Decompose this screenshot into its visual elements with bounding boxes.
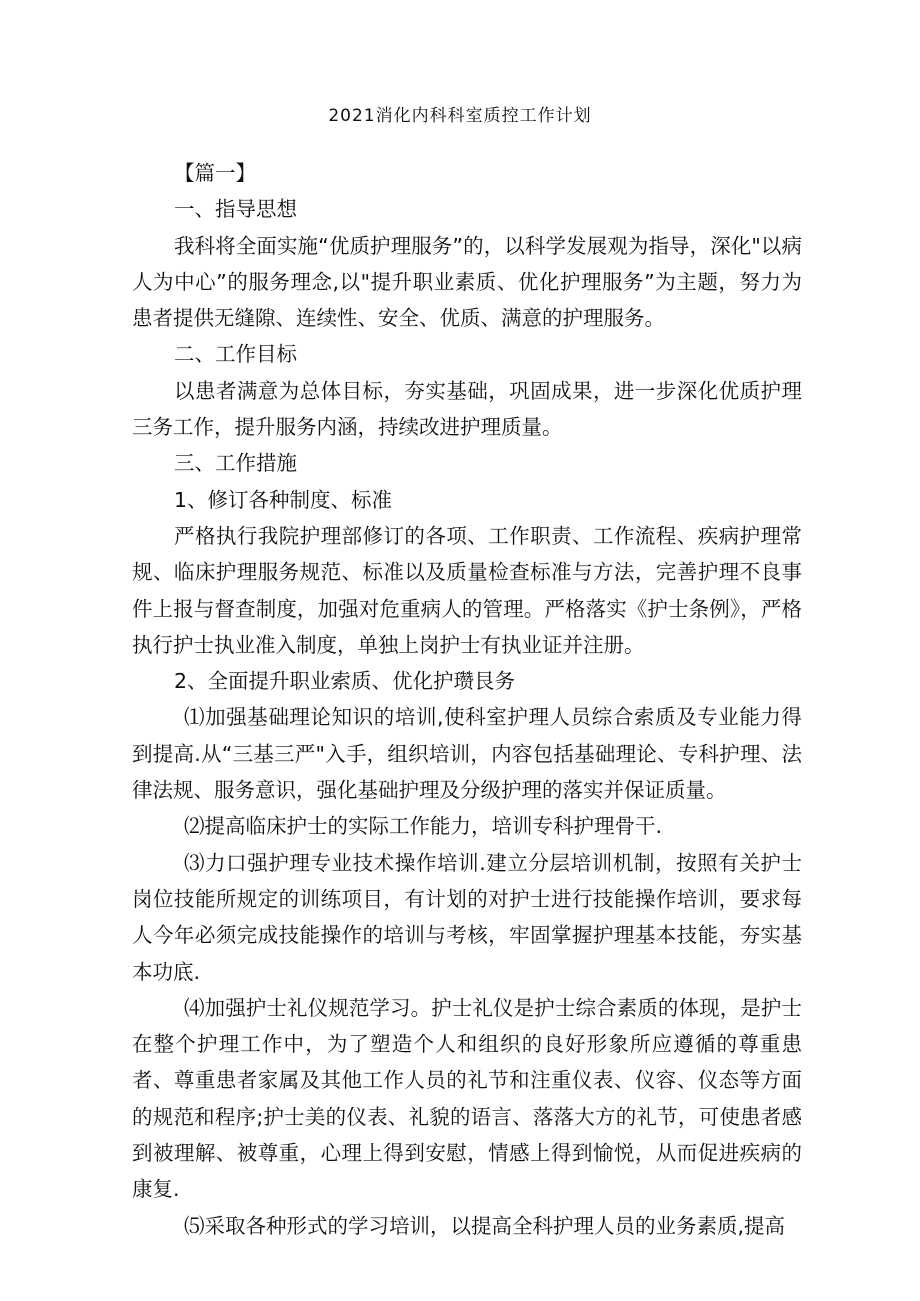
section-label: 【篇一】	[174, 161, 256, 185]
list-item-learning-forms: ⑸采取各种形式的学习培训，以提高全科护理人员的业务素质,提高	[184, 1213, 786, 1238]
heading-work-goals: 二、工作目标	[174, 342, 297, 367]
list-item-skill-training: ⑶力口强护理专业技术操作培训.建立分层培训机制，按照有关护士岗位技能所规定的训练项目，有计划的对护士进行技能操作培训，要求每人今年必须完成技能操作的培训与考核，牢固掌握护理基本技能，夯实基本功底.	[132, 850, 802, 984]
paragraph-guiding-ideology: 我科将全面实施“优质护理服务”的，以科学发展观为指导，深化"以病人为中心”的服务理念,以"提升职业素质、优化护理服务”为主题，努力为患者提供无缝隙、连续性、安全、优质、满意的护理服务。	[132, 233, 802, 331]
heading-work-measures: 三、工作措施	[174, 451, 297, 476]
subheading-improve-quality: 2、全面提升职业索质、优化护瓒艮务	[174, 669, 516, 694]
subheading-revise-systems: 1、修订各种制度、标准	[174, 487, 393, 512]
list-item-training: ⑴加强基础理论知识的培训,使科室护理人员综合索质及专业能力得到提高.从“三基三严"入手，组织培训，内容包括基础理论、专科护理、法律法规、服务意识，强化基础护理及分级护理的落实并保证质量。	[132, 705, 802, 803]
list-item-etiquette: ⑷加强护士礼仪规范学习。护士礼仪是护士综合素质的体现，是护士在整个护理工作中，为了塑造个人和组织的良好形象所应遵循的尊重患者、尊重患者家属及其他工作人员的礼节和注重仪表、仪容、仪态等方面的规范和程序;护士美的仪表、礼貌的语言、落落大方的礼节，可使患者感到被理解、被尊重，心理上得到安慰，情感上得到愉悦，从而促进疾病的康复.	[132, 995, 802, 1202]
document-title: 2021消化内科科室质控工作计划	[328, 106, 592, 126]
heading-guiding-ideology: 一、指导思想	[174, 197, 297, 222]
list-item-clinical-ability: ⑵提高临床护士的实际工作能力，培训专科护理骨干.	[184, 814, 663, 839]
paragraph-work-goals: 以患者满意为总体目标，夯实基础，巩固成果，进一步深化优质护理三务工作，提升服务内涵，持续改进护理质量。	[132, 378, 802, 440]
document-body	[132, 155, 802, 1244]
paragraph-revise-systems: 严格执行我院护理部修订的各项、工作职责、工作流程、疾病护理常规、临床护理服务规范、标准以及质量检查标准与方法，完善护理不良事件上报与督查制度，加强对危重病人的管理。严格落实《护士条例》，严格执行护士执业准入制度，单独上岗护士有执业证并注册。	[132, 523, 802, 657]
